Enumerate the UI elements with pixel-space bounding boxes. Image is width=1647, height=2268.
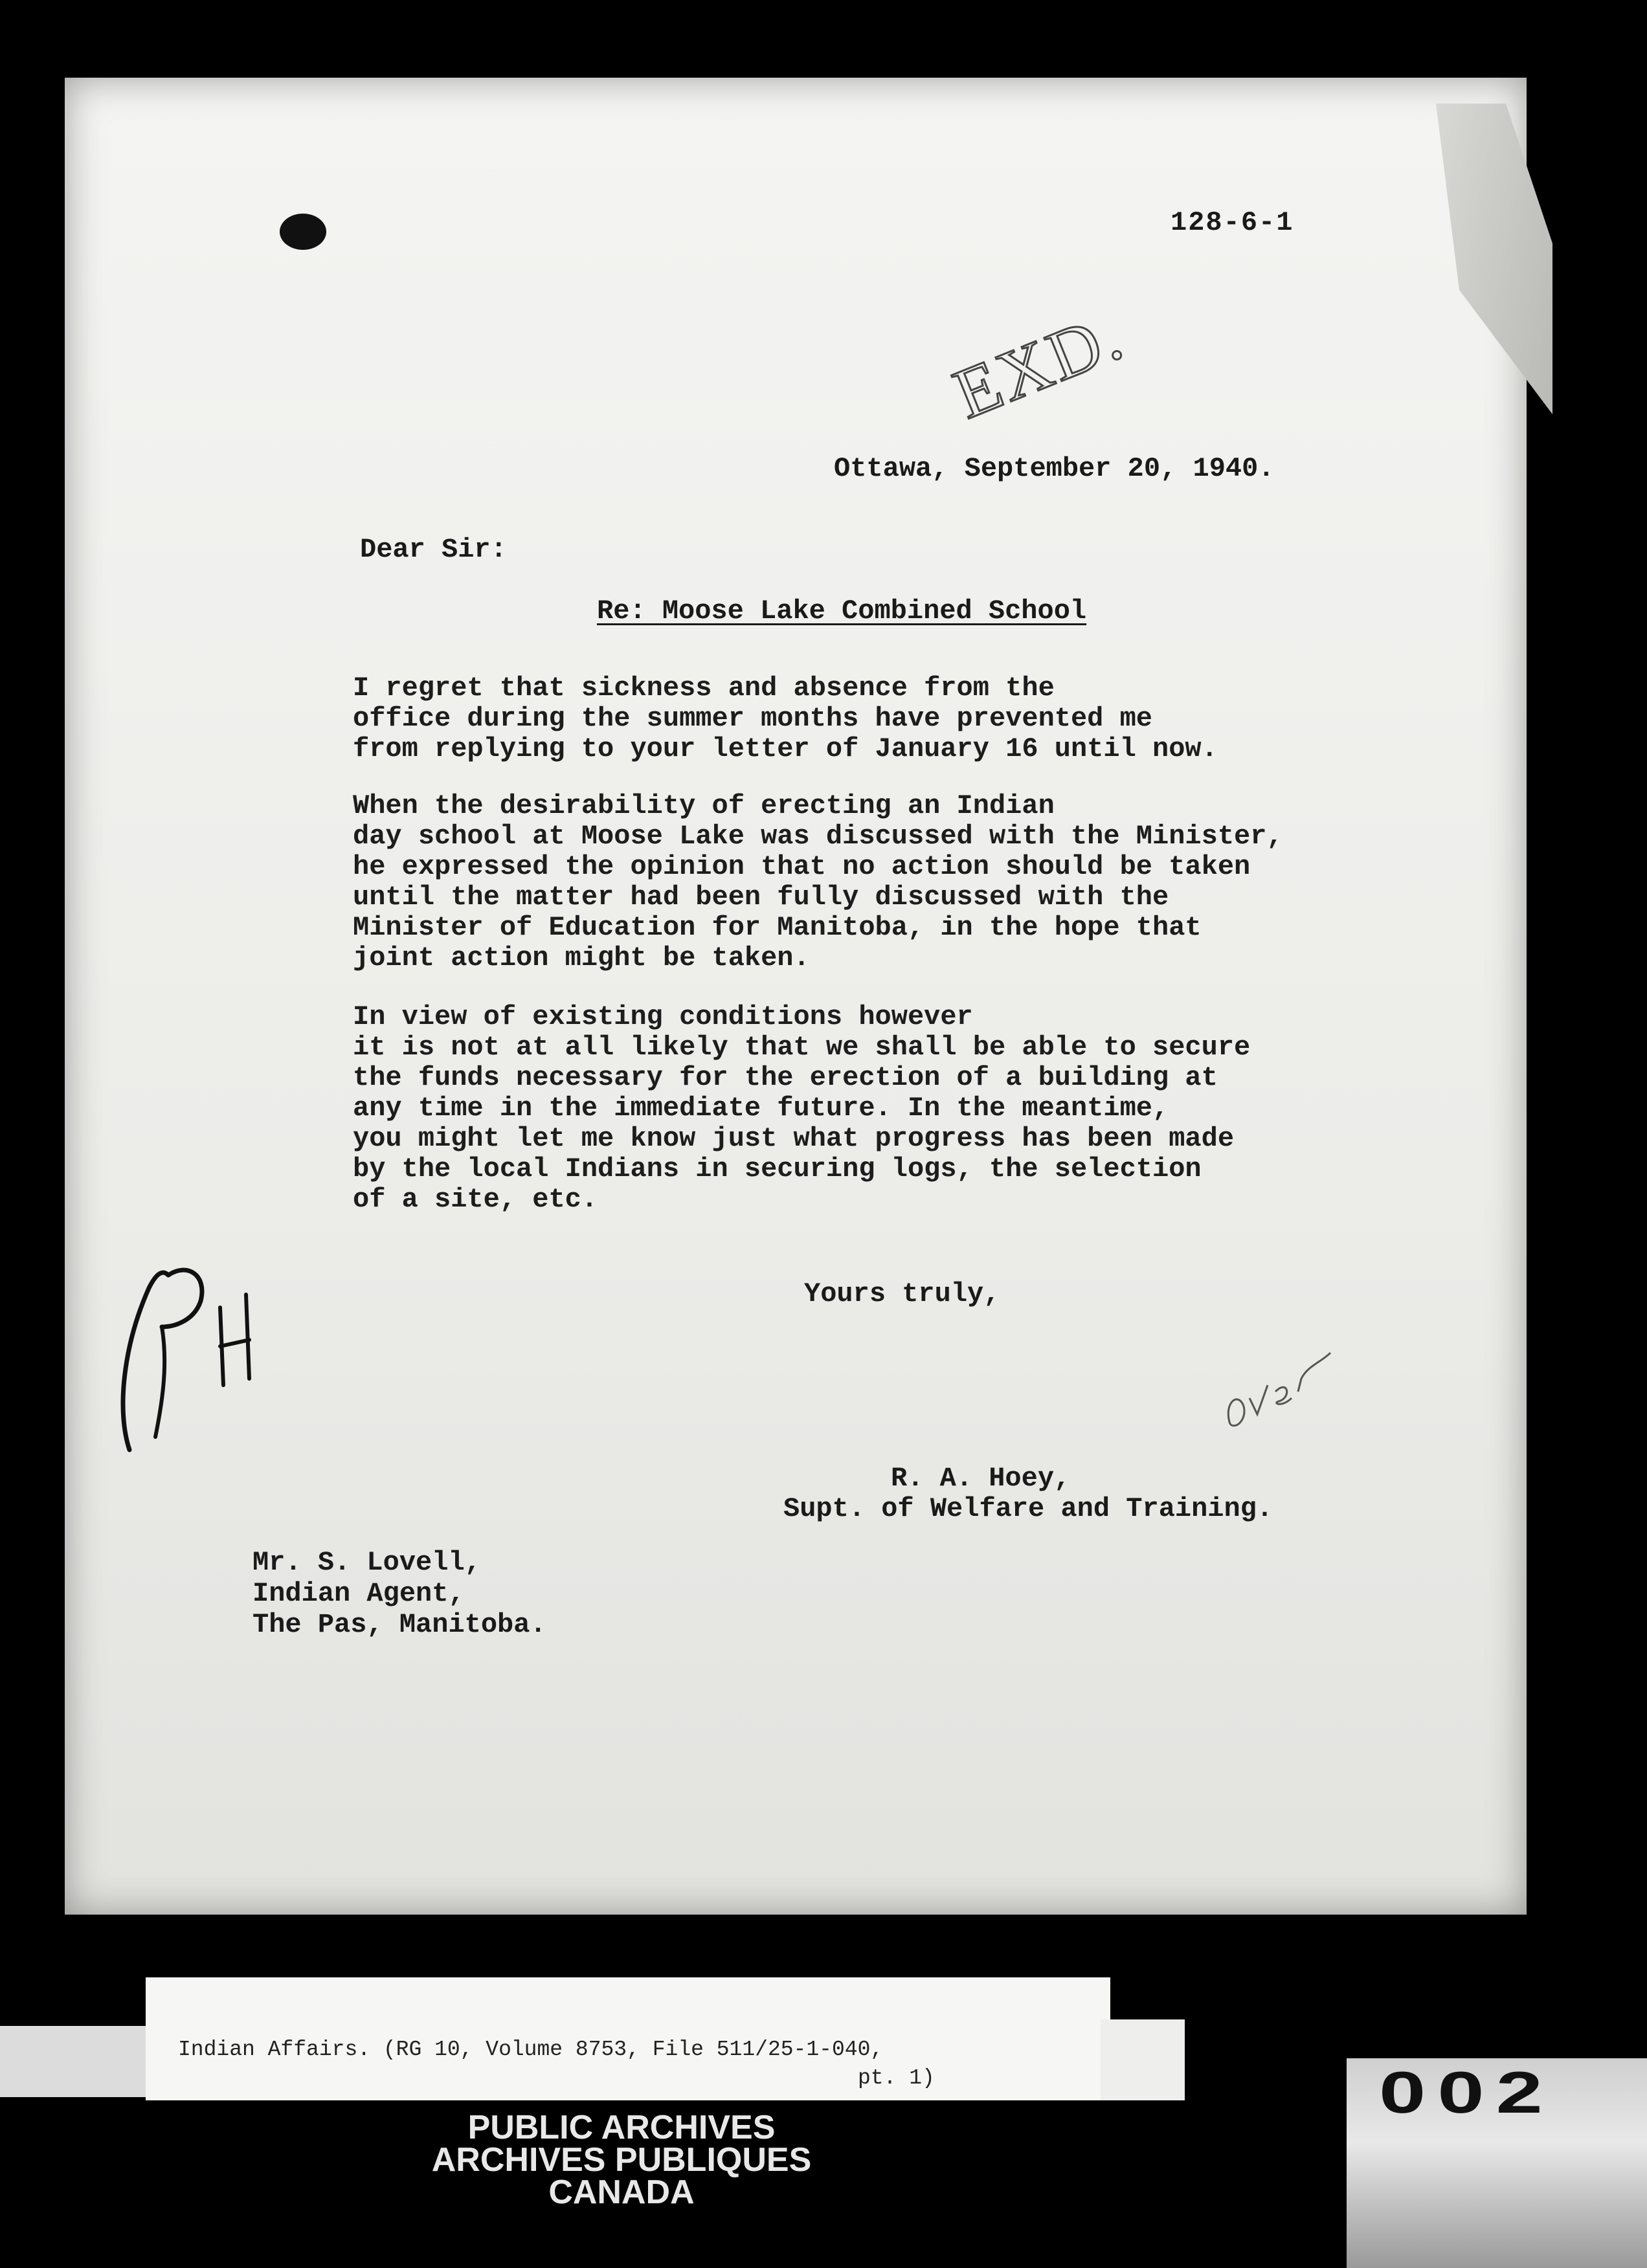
- paragraph-1: I regret that sickness and absence from the office during the summer months have prevented me from replying to your letter of January 16 until now.: [353, 673, 1218, 764]
- handwritten-over-note: [1217, 1327, 1347, 1437]
- addressee-line: The Pas, Manitoba.: [252, 1609, 546, 1640]
- institution-line: ARCHIVES PUBLIQUES: [431, 2141, 812, 2179]
- label-tab: [1101, 2019, 1185, 2104]
- dateline: Ottawa, September 20, 1940.: [834, 453, 1275, 484]
- film-margin: [0, 2026, 149, 2097]
- archives-institution: [272, 2109, 971, 2211]
- file-reference: 128-6-1: [1171, 207, 1294, 238]
- paragraph-2: When the desirability of erecting an Indian day school at Moose Lake was discussed with the Minister, he expressed the opinion that no action should be taken until the matter had been fully discussed with the Minister of Education for Manitoba, in the hope that joint action might be taken.: [353, 790, 1283, 973]
- addressee-line: Indian Agent,: [252, 1578, 465, 1609]
- addressee-line: Mr. S. Lovell,: [252, 1547, 481, 1578]
- citation-line-1: Indian Affairs. (RG 10, Volume 8753, File 511/25-1-040,: [178, 2038, 884, 2062]
- addressee-block: [252, 1547, 546, 1640]
- citation-line-2: pt. 1): [858, 2066, 935, 2090]
- institution-line: CANADA: [548, 2174, 695, 2211]
- paragraph-3: In view of existing conditions however it is not at all likely that we shall be able to secure the funds necessary for the erection of a building at any time in the immediate future. In the meantime, you might let me know just what progress has been made by the local Indians in securing logs, the selection of a site, etc.: [353, 1001, 1251, 1215]
- closing: Yours truly,: [804, 1278, 1000, 1309]
- punch-hole: [280, 214, 326, 250]
- received-stamp: EXD.: [943, 295, 1135, 434]
- institution-line: PUBLIC ARCHIVES: [467, 2109, 776, 2146]
- frame-number: 002: [1379, 2059, 1554, 2126]
- signatory-name: R. A. Hoey,: [891, 1463, 1071, 1494]
- signatory-title: Supt. of Welfare and Training.: [783, 1493, 1273, 1524]
- subject-line: Re: Moose Lake Combined School: [597, 595, 1087, 627]
- handwritten-initials: [91, 1249, 272, 1456]
- salutation: Dear Sir:: [360, 534, 507, 565]
